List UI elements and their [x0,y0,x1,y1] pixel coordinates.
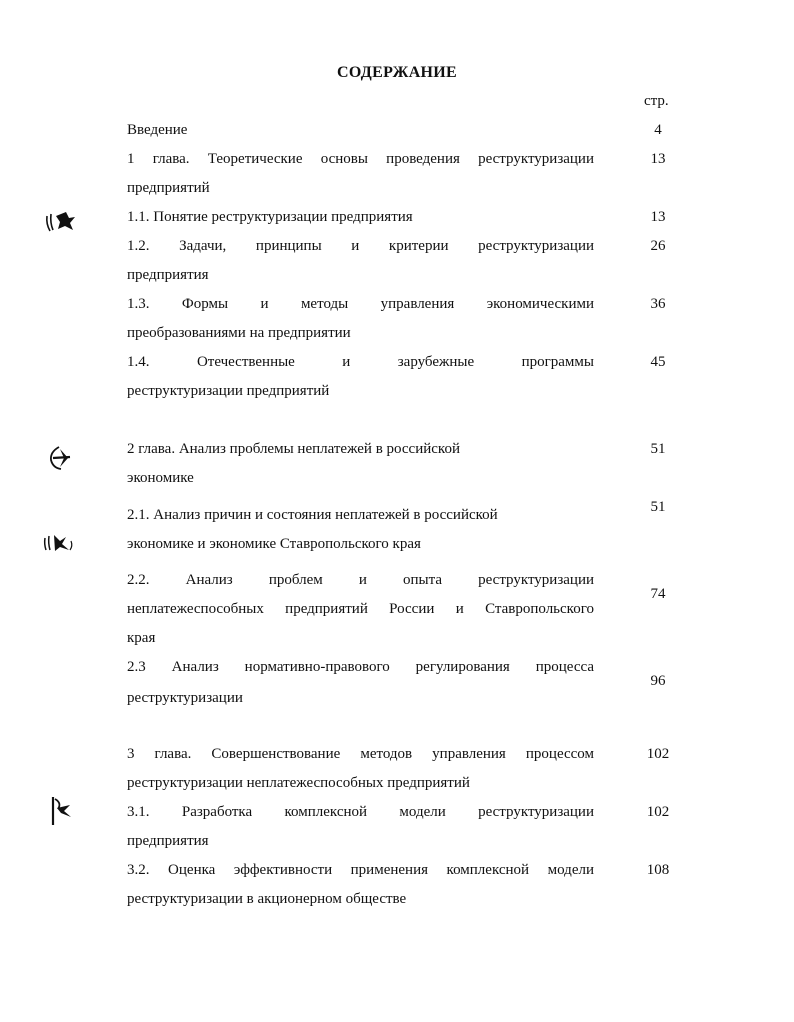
toc-entry-text: реструктуризации неплатежеспособных предприятий [127,775,470,791]
toc-page-number: 102 [646,804,670,820]
toc-entry-text: предприятия [127,267,209,283]
toc-entry-text: реструктуризации [127,690,243,706]
toc-entry-3-2 [127,856,594,914]
toc-entry-text: 1.4. Отечественные и зарубежные программы [127,354,594,370]
margin-scribble-mark [46,793,76,829]
toc-entry-2-2 [127,566,594,653]
toc-entry-1-4 [127,348,594,406]
toc-entry-1-3 [127,290,594,348]
toc-entry-chapter-3 [127,740,594,798]
toc-page-number: 36 [650,296,666,312]
margin-scribble-mark [44,208,78,236]
toc-page-number: 102 [646,746,670,762]
toc-entry-text: 1.2. Задачи, принципы и критерии реструктуризации [127,238,594,254]
toc-entry-text: 3.2. Оценка эффективности применения комплексной модели [127,862,594,878]
toc-page-number: 26 [650,238,666,254]
toc-entry-text: 2.1. Анализ причин и состояния неплатежей в российской [127,507,498,523]
toc-entry-text: преобразованиями на предприятии [127,325,351,341]
toc-page-number: 13 [650,151,666,167]
page-column-label: стр. [644,93,669,109]
toc-entry-text: Введение [127,122,188,138]
toc-page-number: 51 [650,441,666,457]
toc-entry-introduction [127,116,594,145]
toc-entry-chapter-2 [127,435,594,493]
toc-entry-chapter-1 [127,145,594,203]
margin-scribble-mark [46,444,76,472]
toc-page-number: 13 [650,209,666,225]
toc-entry-text: экономике [127,470,194,486]
toc-page-number: 4 [654,122,662,138]
margin-scribble-mark [42,531,76,555]
toc-page-number: 108 [646,862,670,878]
toc-entry-text: предприятия [127,833,209,849]
toc-page-number: 45 [650,354,666,370]
toc-entry-text: 2 глава. Анализ проблемы неплатежей в российской [127,441,460,457]
toc-entry-text: экономике и экономике Ставропольского края [127,536,421,552]
toc-entry-text: реструктуризации в акционерном обществе [127,891,407,907]
toc-entry-text: 3 глава. Совершенствование методов управления процессом [127,746,594,762]
toc-entry-3-1 [127,798,594,856]
toc-entry-1-2 [127,232,594,290]
toc-entry-text: неплатежеспособных предприятий России и Ставропольского [127,601,594,617]
toc-entry-text: края [127,630,156,646]
toc-entry-2-1 [127,501,594,559]
toc-entry-text: реструктуризации предприятий [127,383,330,399]
toc-entry-text: 1.3. Формы и методы управления экономическими [127,296,594,312]
page-title: СОДЕРЖАНИЕ [336,64,458,81]
toc-entry-text: 3.1. Разработка комплексной модели реструктуризации [127,804,594,820]
toc-page-number: 74 [650,586,666,602]
toc-entry-text: предприятий [127,180,210,196]
toc-entry-text: 2.2. Анализ проблем и опыта реструктуризации [127,572,594,588]
toc-entry-2-3 [127,653,594,713]
toc-page-number: 51 [650,499,666,515]
toc-entry-text: 2.3 Анализ нормативно-правового регулирования процесса [127,659,594,675]
toc-entry-text: 1 глава. Теоретические основы проведения реструктуризации [127,151,594,167]
toc-page-number: 96 [650,673,666,689]
toc-entry-text: 1.1. Понятие реструктуризации предприятия [127,209,413,225]
toc-entry-1-1 [127,203,594,232]
